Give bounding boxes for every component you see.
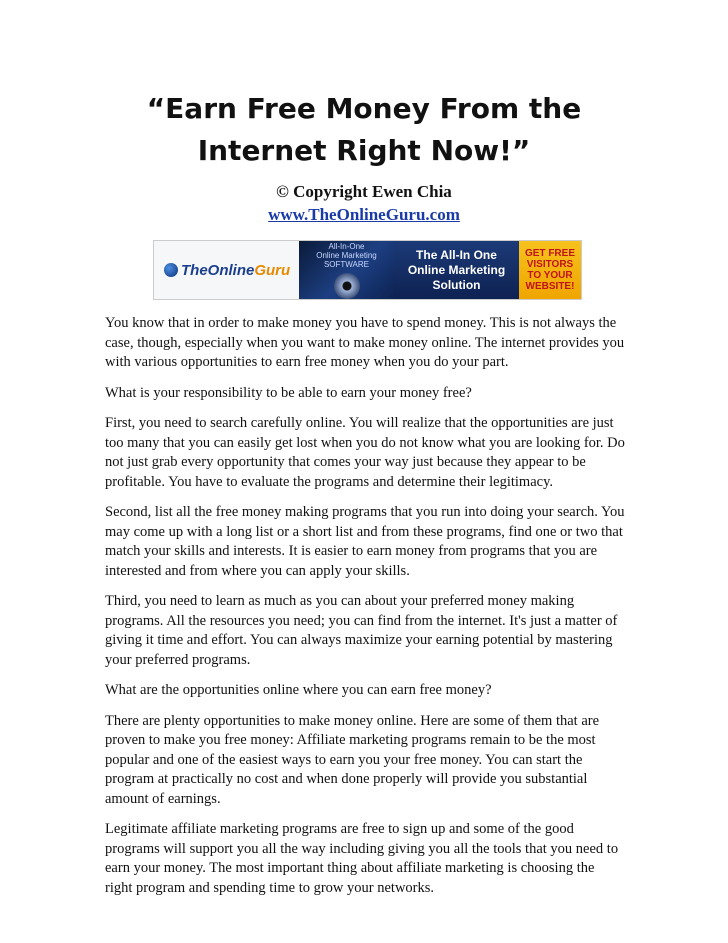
banner-software-box (299, 241, 394, 299)
ad-banner[interactable] (153, 240, 582, 300)
software-label-3: SOFTWARE (323, 259, 370, 269)
cta-line-3: TO YOUR (527, 270, 573, 281)
paragraph: What are the opportunities online where you can earn free money? (105, 682, 492, 698)
title-line-2: Internet Right Now!” (197, 134, 531, 167)
paragraph: Legitimate affiliate marketing programs are free to sign up and some of the good programs will support you all the way including giving you all the tools that you need to earn your money. The most important thing about affiliate marketing is choosing the right program and spending time to grow your networks. (105, 821, 619, 896)
globe-icon (164, 263, 178, 277)
cd-disc-icon (334, 273, 360, 299)
paragraph: First, you need to search carefully online. You will realize that the opportunities are just too many that you can easily get lost when you do not know what you are looking for. Do not just grab every opportunity that comes your way just because they appear to be profitable. You have to evaluate the programs and determine their legitimacy. (105, 415, 625, 490)
cta-line-4: WEBSITE! (525, 281, 575, 292)
document-title (0, 88, 728, 172)
article-body (105, 314, 625, 909)
paragraph: There are plenty opportunities to make money online. Here are some of them that are proven to make you free money: Affiliate marketing programs remain to be the most popular and one of the easiest ways to earn you your free money. You can start the program at practically no cost and when done properly will provide you substantial amount of earnings. (105, 712, 600, 807)
paragraph: You know that in order to make money you have to spend money. This is not always the case, though, especially when you want to make money online. The internet provides you with various opportunities to earn free money when you do your part. (105, 315, 625, 370)
software-label-2: Online Marketing (316, 250, 377, 260)
title-line-1: “Earn Free Money From the (146, 92, 582, 125)
cta-line-2: VISITORS (526, 259, 574, 270)
paragraph: What is your responsibility to be able to earn your money free? (105, 384, 472, 401)
headline-line-2: Online Marketing (407, 262, 506, 277)
banner-logo (154, 241, 299, 299)
banner-cta-button[interactable] (519, 241, 581, 299)
banner-headline (394, 241, 519, 299)
logo-text-suffix: Guru (254, 261, 291, 279)
cta-line-1: GET FREE (524, 248, 575, 259)
paragraph: Second, list all the free money making programs that you run into doing your search. You may come up with a long list or a short list and from these programs, find one or two that match your skills and interests. It is easier to earn money from programs that you are interested and from where you can apply your skills. (105, 504, 625, 579)
headline-line-3: Solution (432, 277, 481, 292)
headline-line-1: The All-In One (416, 247, 497, 262)
logo-text-prefix: TheOnline (181, 261, 255, 279)
software-label-1: All-In-One (328, 241, 365, 251)
paragraph: Third, you need to learn as much as you can about your preferred money making programs. All the resources you need; you can find from the internet. It's just a matter of giving it time and effort. You can always maximize your earning potential by mastering your preferred programs. (105, 593, 618, 668)
website-link[interactable]: www.TheOnlineGuru.com (268, 205, 460, 224)
copyright-line: © Copyright Ewen Chia (276, 182, 452, 201)
